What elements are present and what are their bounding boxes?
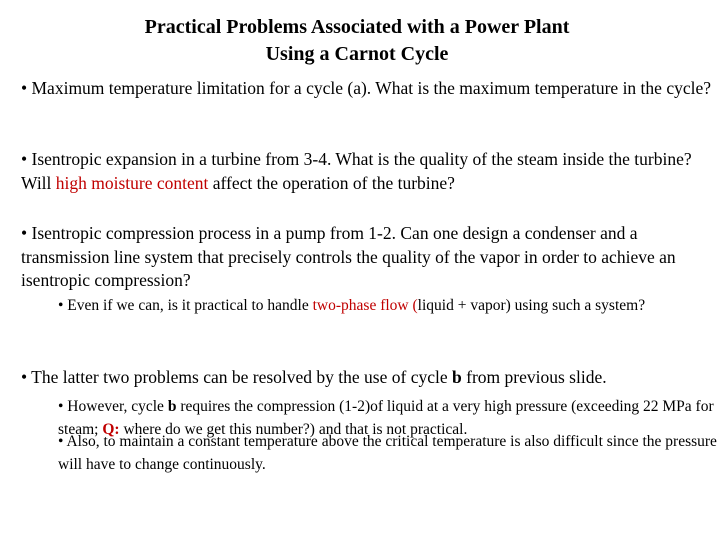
bullet-isentropic-compression: • Isentropic compression process in a pump from 1-2. Can one design a condenser and a transmission line system that precisely controls the quality of the vapor in order to achieve an isentropic compression? [21,223,676,290]
bullet4-text-end: from previous slide. [461,367,607,387]
highlight-question: Q: [102,421,120,438]
title-line-2: Using a Carnot Cycle [265,43,449,65]
cycle-b-label: b [452,367,462,387]
bullet-isentropic-expansion [21,148,711,195]
bullet2-text: • Isentropic expansion in a turbine from 3-4. What is the quality of the steam inside the turbine? Will [21,149,692,193]
sub1-text-end: liquid + vapor) using such a system? [417,297,646,314]
bullet-max-temperature: • Maximum temperature limitation for a cycle (a). What is the maximum temperature in the cycle? [21,78,711,98]
subbullet-constant-temperature: • Also, to maintain a constant temperature above the critical temperature is also difficult since the pressure will have to change continuously. [58,433,717,473]
sub2-text: • However, cycle [58,398,168,415]
slide-title [0,14,714,68]
subbullet-two-phase-flow [58,294,718,317]
sub1-text: • Even if we can, is it practical to handle [58,297,313,314]
sub2-text-end: where do we get this number?) and that is not practical. [119,421,468,438]
title-line-1: Practical Problems Associated with a Power Plant [144,16,570,38]
bullet-cycle-b [21,366,711,390]
highlight-high-moisture: high moisture content [55,172,209,193]
bullet4-text: • The latter two problems can be resolved by the use of cycle [21,367,453,387]
sub2-text-middle: requires the compression (1-2)of liquid at a very high pressure (exceeding 22 MPa for steam; [58,398,714,438]
bullet2-text-end: affect the operation of the turbine? [208,172,455,193]
highlight-two-phase-flow: two-phase flow ( [312,297,418,314]
sub2-cycle-b: b [167,398,177,415]
